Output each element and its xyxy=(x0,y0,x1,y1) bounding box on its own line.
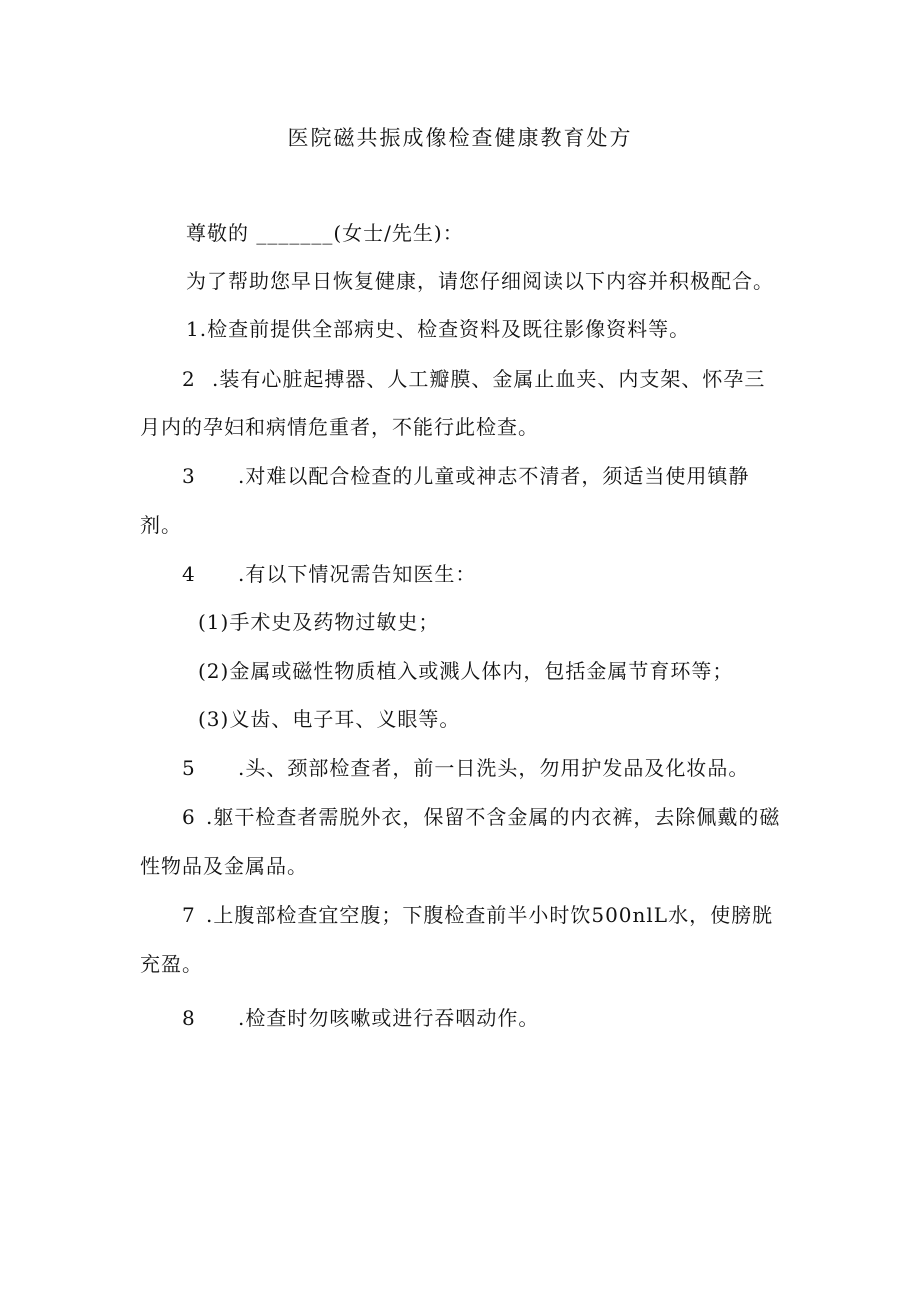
item-4-number: 4 xyxy=(182,562,196,586)
item-7-text: .上腹部检查宜空腹；下腹检查前半小时饮500nlL水，使膀胱 xyxy=(206,903,774,927)
item-6-text: .躯干检查者需脱外衣，保留不含金属的内衣裤，去除佩戴的磁 xyxy=(206,805,781,829)
item-7-continuation: 充盈。 xyxy=(140,952,203,976)
item-8-number: 8 xyxy=(182,1006,196,1030)
sub-item-2: (2)金属或磁性物质植入或溅人体内，包括金属节育环等； xyxy=(198,659,734,683)
item-2 xyxy=(182,364,765,394)
item-3-continuation: 剂。 xyxy=(140,513,182,537)
item-7-number: 7 xyxy=(182,903,196,927)
item-8 xyxy=(182,1003,539,1033)
item-3-text: .对难以配合检查的儿童或神志不清者，须适当使用镇静 xyxy=(238,464,750,488)
item-5 xyxy=(182,753,749,783)
item-1: 1.检查前提供全部病史、检查资料及既往影像资料等。 xyxy=(186,317,691,341)
item-7 xyxy=(182,900,773,930)
item-3-number: 3 xyxy=(182,464,196,488)
sub-item-3: (3)义齿、电子耳、义眼等。 xyxy=(198,707,461,731)
document-title: 医院磁共振成像检查健康教育处方 xyxy=(287,126,633,150)
sub-item-1: (1)手术史及药物过敏史； xyxy=(198,610,440,634)
item-3 xyxy=(182,461,749,491)
item-6 xyxy=(182,802,780,832)
item-2-number: 2 xyxy=(182,367,196,391)
item-4-text: .有以下情况需告知医生： xyxy=(238,562,477,586)
item-5-text: .头、颈部检查者，前一日洗头，勿用护发品及化妆品。 xyxy=(238,756,750,780)
item-2-continuation: 月内的孕妇和病情危重者，不能行此检查。 xyxy=(140,415,539,439)
item-8-text: .检查时勿咳嗽或进行吞咽动作。 xyxy=(238,1006,540,1030)
salutation: 尊敬的 _______(女士/先生)： xyxy=(186,221,464,245)
item-6-number: 6 xyxy=(182,805,196,829)
item-6-continuation: 性物品及金属品。 xyxy=(140,854,308,878)
item-5-number: 5 xyxy=(182,756,196,780)
intro-paragraph: 为了帮助您早日恢复健康，请您仔细阅读以下内容并积极配合。 xyxy=(186,269,774,293)
item-4 xyxy=(182,559,476,589)
item-2-text: .装有心脏起搏器、人工瓣膜、金属止血夹、内支架、怀孕三 xyxy=(212,367,766,391)
